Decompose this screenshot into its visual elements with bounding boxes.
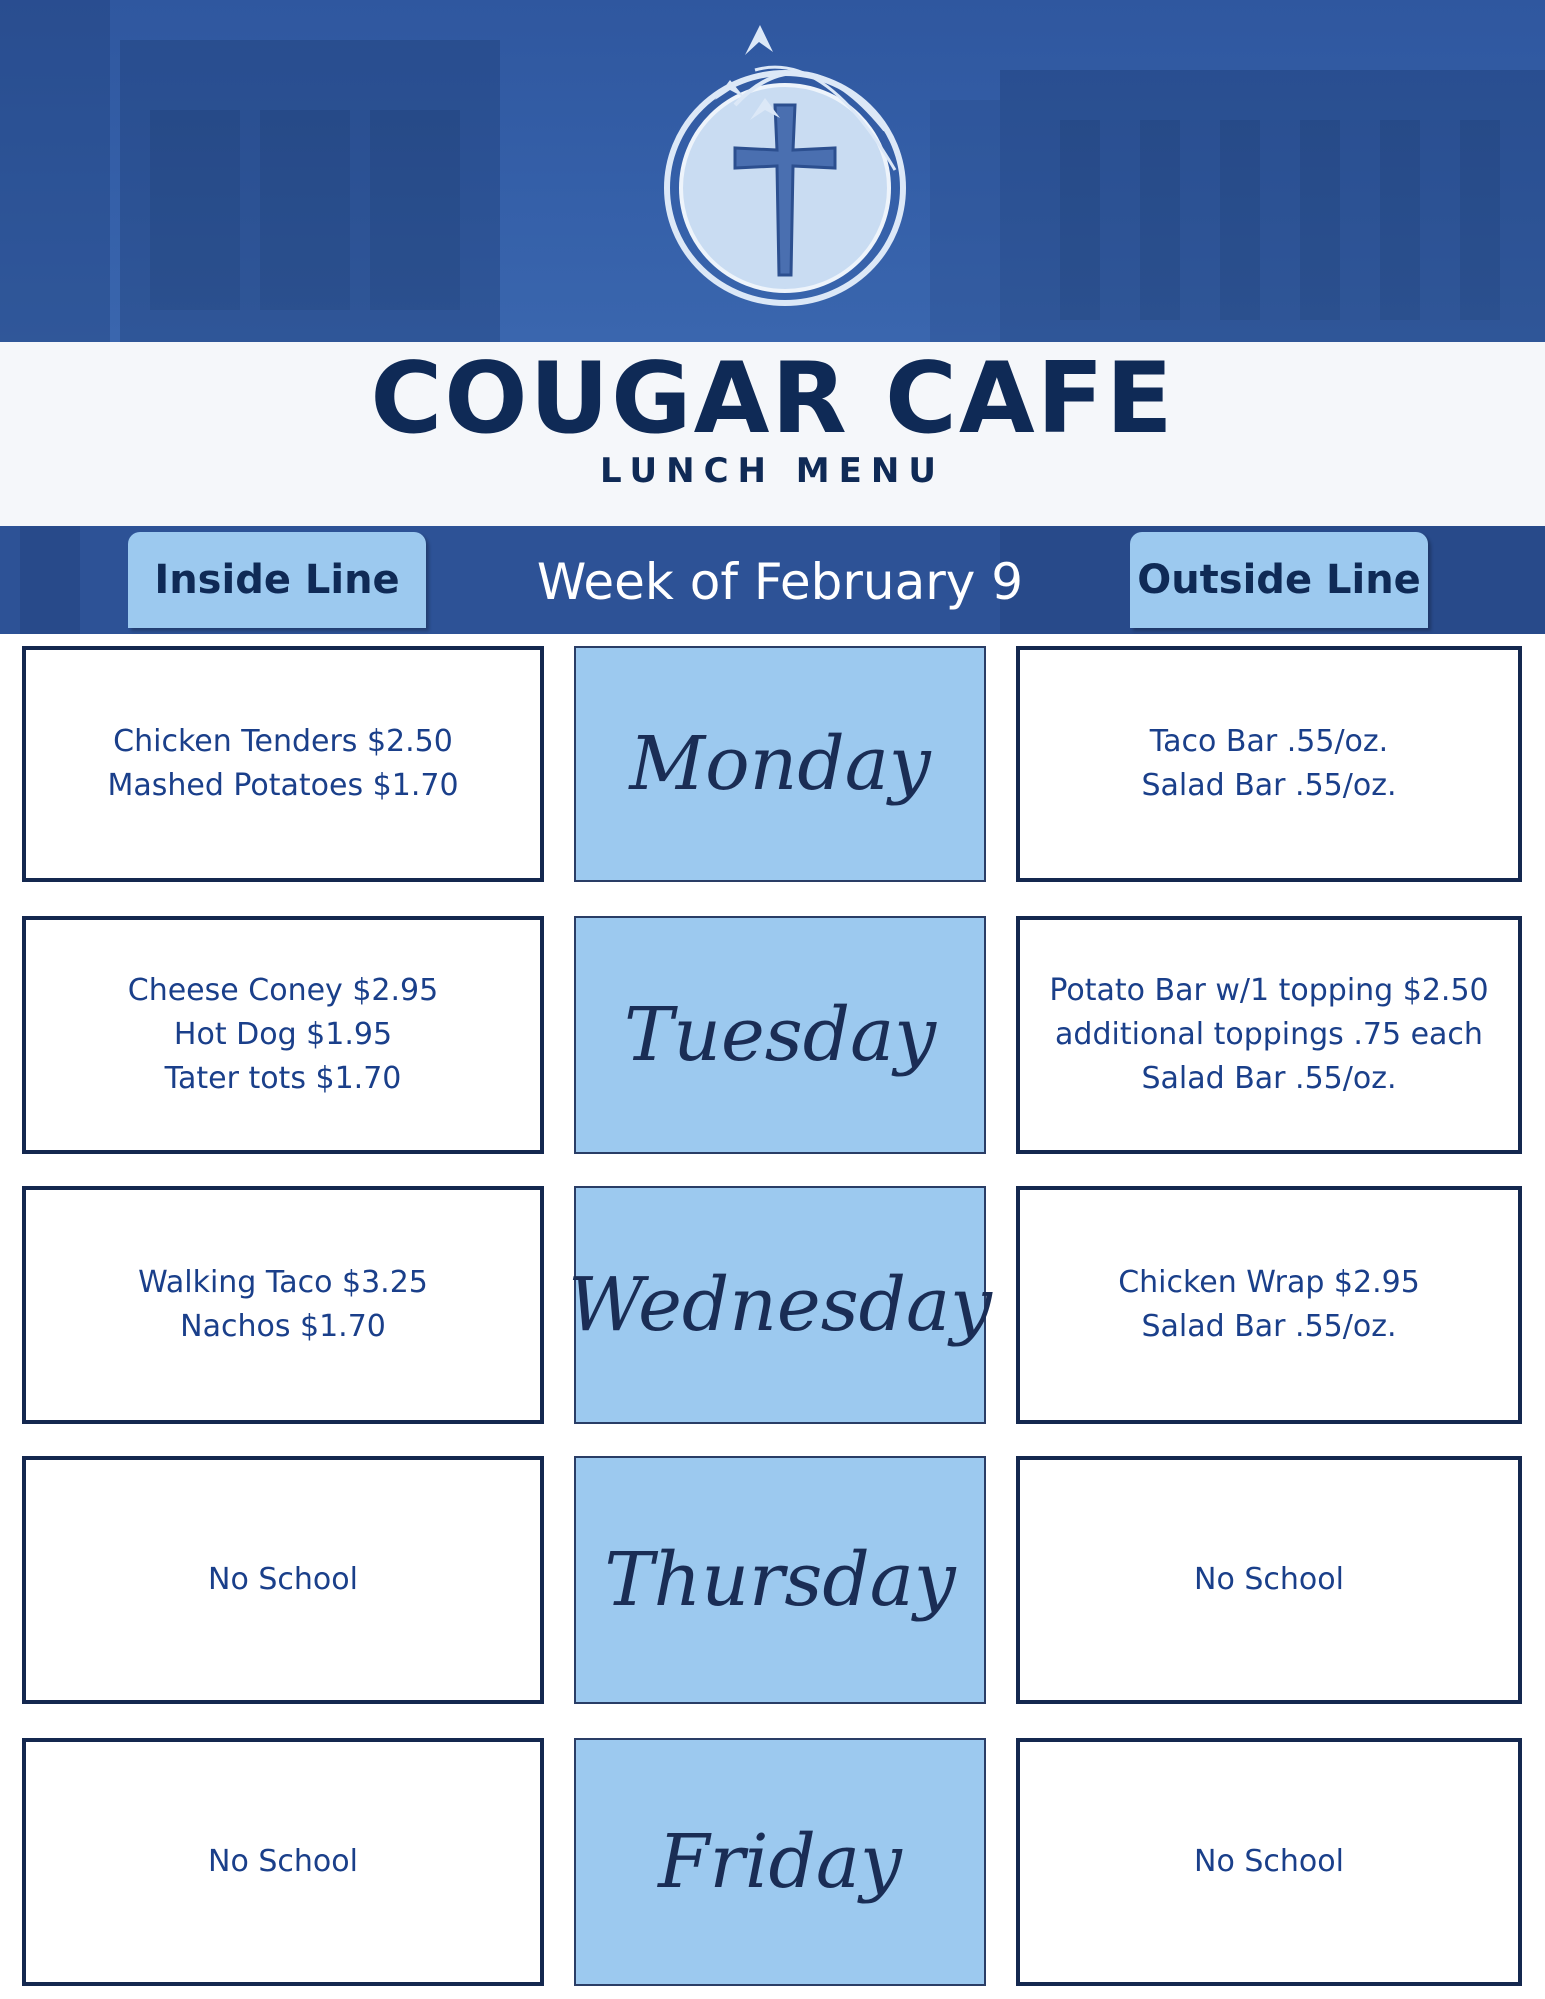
outside-menu-wednesday [1016,1186,1522,1424]
menu-items: No School [1194,1562,1344,1597]
inside-line-tab: Inside Line [128,532,426,628]
menu-items: No School [208,1562,358,1597]
inside-menu-friday [22,1738,544,1986]
hero-banner [0,0,1545,342]
menu-items: Chicken Wrap $2.95 Salad Bar .55/oz. [1118,1265,1420,1344]
menu-items: No School [1194,1844,1344,1879]
menu-items: Taco Bar .55/oz. Salad Bar .55/oz. [1141,724,1397,803]
day-label-thursday: Thursday [574,1456,986,1704]
day-label-monday: Monday [574,646,986,882]
outside-menu-monday [1016,646,1522,882]
outside-menu-thursday [1016,1456,1522,1704]
menu-items: Potato Bar w/1 topping $2.50 additional toppings .75 each Salad Bar .55/oz. [1049,973,1489,1096]
page-title: COUGAR CAFE [370,342,1175,456]
menu-items: Chicken Tenders $2.50 Mashed Potatoes $1.70 [107,724,459,803]
outside-menu-tuesday [1016,916,1522,1154]
menu-items: Cheese Coney $2.95 Hot Dog $1.95 Tater tots $1.70 [127,973,439,1096]
cross-lily-logo-icon [655,10,920,310]
week-label: Week of February 9 [536,553,1024,611]
day-label-friday: Friday [574,1738,986,1986]
day-label-wednesday: Wednesday [574,1186,986,1424]
inside-menu-wednesday [22,1186,544,1424]
menu-items: Walking Taco $3.25 Nachos $1.70 [138,1265,428,1344]
page-subtitle: LUNCH MENU [600,451,945,491]
outside-line-tab: Outside Line [1130,532,1428,628]
inside-menu-monday [22,646,544,882]
inside-menu-tuesday [22,916,544,1154]
menu-items: No School [208,1844,358,1879]
day-label-tuesday: Tuesday [574,916,986,1154]
outside-menu-friday [1016,1738,1522,1986]
inside-menu-thursday [22,1456,544,1704]
